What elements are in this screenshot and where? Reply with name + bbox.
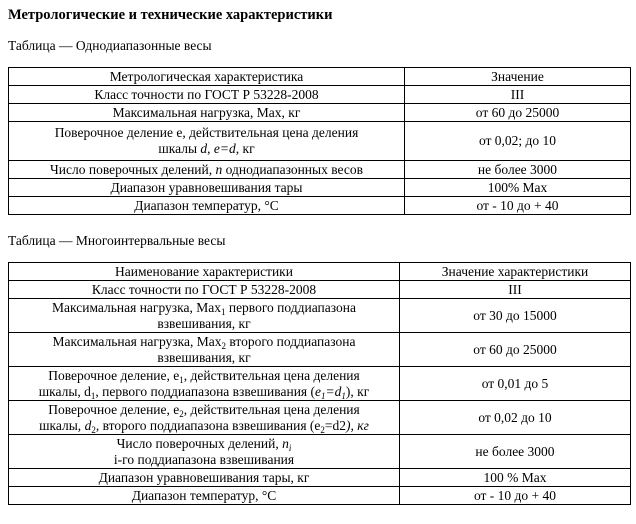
row-label: Класс точности по ГОСТ Р 53228-2008 bbox=[9, 281, 400, 299]
row-label: Число поверочных делений, $n_i$ i-го поддиапазона взвешивания bbox=[9, 435, 400, 469]
row-value: III bbox=[405, 86, 631, 104]
row-label: Диапазон температур, °C bbox=[9, 487, 400, 505]
table-row bbox=[9, 401, 631, 435]
row-value: от - 10 до + 40 bbox=[400, 487, 631, 505]
table-row bbox=[9, 197, 631, 215]
row-value: не более 3000 bbox=[400, 435, 631, 469]
table2-caption: Таблица — Многоинтервальные весы bbox=[8, 233, 226, 248]
column-header-value: Значение характеристики bbox=[400, 263, 631, 281]
row-value: от 0,01 до 5 bbox=[400, 367, 631, 401]
table-row bbox=[9, 122, 631, 161]
table-header-row bbox=[9, 68, 631, 86]
row-value: от 60 до 25000 bbox=[400, 333, 631, 367]
row-value: 100% Max bbox=[405, 179, 631, 197]
table-row bbox=[9, 333, 631, 367]
row-value: от 0,02 до 10 bbox=[400, 401, 631, 435]
column-header-value: Значение bbox=[405, 68, 631, 86]
table-row bbox=[9, 469, 631, 487]
table1-caption: Таблица — Однодиапазонные весы bbox=[8, 38, 212, 53]
row-label: Диапазон уравновешивания тары, кг bbox=[9, 469, 400, 487]
table-row bbox=[9, 281, 631, 299]
row-label: Число поверочных делений, n однодиапазонных весов bbox=[9, 161, 405, 179]
section-heading: Метрологические и технические характеристики bbox=[8, 7, 333, 23]
row-value: от 30 до 15000 bbox=[400, 299, 631, 333]
table-row bbox=[9, 367, 631, 401]
row-value: 100 % Max bbox=[400, 469, 631, 487]
row-value: не более 3000 bbox=[405, 161, 631, 179]
row-label: Поверочное деление, $e_1$, действительная цена деления шкалы, $d_1$, первого поддиапазона взвешивания $(e_1=d_1)$, кг bbox=[9, 367, 400, 401]
row-label-line: шкалы d, e=d, кг bbox=[158, 141, 255, 156]
row-label: Максимальная нагрузка, Max$_2$ второго поддиапазона взвешивания, кг bbox=[9, 333, 400, 367]
multi-interval-scales-table bbox=[8, 262, 631, 505]
row-label-line: Поверочное деление e, действительная цена деления bbox=[54, 125, 359, 140]
table-header-row bbox=[9, 263, 631, 281]
row-value: от 60 до 25000 bbox=[405, 104, 631, 122]
table-row bbox=[9, 179, 631, 197]
row-label: Максимальная нагрузка, Max, кг bbox=[9, 104, 405, 122]
column-header-characteristic: Наименование характеристики bbox=[9, 263, 400, 281]
column-header-characteristic: Метрологическая характеристика bbox=[9, 68, 405, 86]
row-label: Поверочное деление, $e_2$, действительная цена деления шкалы, $d_2$, второго поддиапазона взвешивания $(e_2=d2)$, кг bbox=[9, 401, 400, 435]
row-value: III bbox=[400, 281, 631, 299]
table-row bbox=[9, 435, 631, 469]
row-label: Диапазон температур, °C bbox=[9, 197, 405, 215]
single-range-scales-table bbox=[8, 67, 631, 215]
row-label: Класс точности по ГОСТ Р 53228-2008 bbox=[9, 86, 405, 104]
row-label: Диапазон уравновешивания тары bbox=[9, 179, 405, 197]
table-row bbox=[9, 487, 631, 505]
row-label: Максимальная нагрузка, Max$_1$ первого поддиапазона взвешивания, кг bbox=[9, 299, 400, 333]
table-row bbox=[9, 86, 631, 104]
table-row bbox=[9, 299, 631, 333]
table-row bbox=[9, 161, 631, 179]
row-value: от 0,02; до 10 bbox=[405, 122, 631, 161]
row-label bbox=[9, 122, 405, 161]
table-row bbox=[9, 104, 631, 122]
row-value: от - 10 до + 40 bbox=[405, 197, 631, 215]
